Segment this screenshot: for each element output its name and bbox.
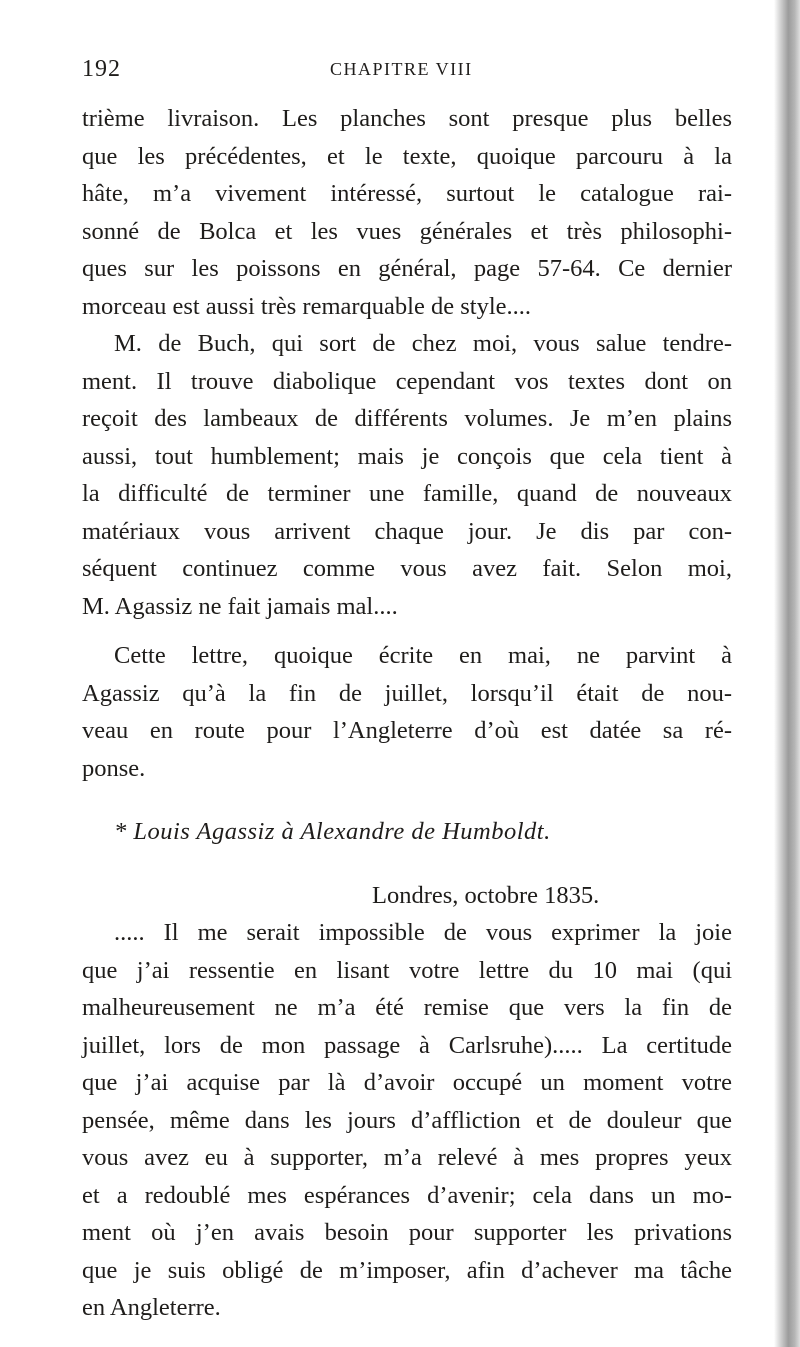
text-line: Cette lettre, quoique écrite en mai, ne parvint à	[114, 642, 732, 669]
text-line: reçoit des lambeaux de différents volumes. Je m’en plains	[82, 405, 732, 432]
paragraph-letter	[82, 914, 732, 1327]
text-line: malheureusement ne m’a été remise que vers la fin de	[82, 994, 732, 1021]
text-line: que les précédentes, et le texte, quoique parcouru à la	[82, 142, 732, 170]
page-number: 192	[82, 56, 121, 82]
text-line: matériaux vous arrivent chaque jour. Je dis par con-	[82, 517, 732, 545]
text-line: ponse.	[82, 754, 146, 782]
text-line: juillet, lors de mon passage à Carlsruhe)..... La certitude	[82, 1031, 732, 1059]
text-line: M. de Buch, qui sort de chez moi, vous salue tendre-	[114, 330, 732, 357]
text-line: hâte, m’a vivement intéressé, surtout le catalogue rai-	[82, 180, 732, 207]
text-line: que j’ai ressentie en lisant votre lettre du 10 mai (qui	[82, 956, 732, 984]
text-line: sonné de Bolca et les vues générales et très philosophi-	[82, 217, 732, 245]
page-header	[82, 56, 742, 86]
text-line: la difficulté de terminer une famille, quand de nouveaux	[82, 480, 732, 507]
text-line: séquent continuez comme vous avez fait. Selon moi,	[82, 555, 732, 582]
running-head: CHAPITRE VIII	[330, 59, 473, 79]
letter-heading: * Louis Agassiz à Alexandre de Humboldt.	[114, 818, 551, 845]
text-line: et a redoublé mes espérances d’avenir; cela dans un mo-	[82, 1181, 732, 1209]
text-line: ..... Il me serait impossible de vous exprimer la joie	[114, 919, 732, 946]
text-line: morceau est aussi très remarquable de style....	[82, 292, 532, 320]
text-line: Agassiz qu’à la fin de juillet, lorsqu’il était de nou-	[82, 679, 732, 707]
text-line: M. Agassiz ne fait jamais mal....	[82, 592, 398, 620]
text-line: que je suis obligé de m’imposer, afin d’achever ma tâche	[82, 1256, 732, 1284]
page-edge-shadow	[774, 0, 800, 1347]
paragraph-continuation	[82, 100, 732, 325]
letter-dateline: Londres, octobre 1835.	[372, 881, 600, 909]
text-line: pensée, même dans les jours d’affliction et de douleur que	[82, 1106, 732, 1134]
text-line: en Angleterre.	[82, 1294, 221, 1321]
text-line: que j’ai acquise par là d’avoir occupé un moment votre	[82, 1069, 732, 1096]
text-line: trième livraison. Les planches sont presque plus belles	[82, 105, 732, 132]
paragraph-buch	[82, 325, 732, 625]
page-body	[82, 100, 732, 1327]
paragraph-narration	[82, 637, 732, 787]
text-line: ment où j’en avais besoin pour supporter les privations	[82, 1219, 732, 1246]
text-line: veau en route pour l’Angleterre d’où est datée sa ré-	[82, 717, 732, 744]
text-line: ques sur les poissons en général, page 57-64. Ce dernier	[82, 255, 732, 282]
text-line: vous avez eu à supporter, m’a relevé à mes propres yeux	[82, 1144, 732, 1171]
text-line: aussi, tout humblement; mais je conçois que cela tient à	[82, 442, 732, 470]
text-line: ment. Il trouve diabolique cependant vos textes dont on	[82, 367, 732, 395]
